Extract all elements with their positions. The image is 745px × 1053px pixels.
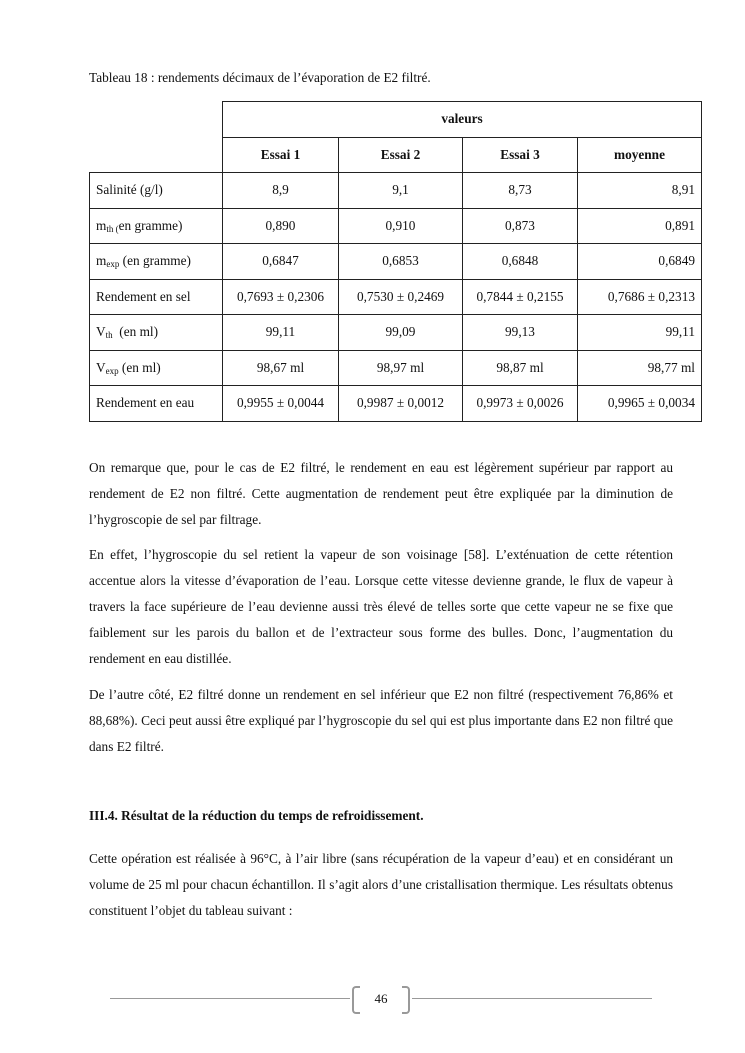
page-number: 46: [374, 991, 388, 1006]
table-cell: 0,7693 ± 0,2306: [223, 279, 339, 315]
table-cell: 98,87 ml: [463, 350, 578, 386]
row-label: Rendement en sel: [90, 279, 223, 315]
group-header: valeurs: [223, 102, 702, 138]
table-cell: 99,11: [223, 315, 339, 351]
row-label: Rendement en eau: [90, 386, 223, 422]
column-header: moyenne: [578, 137, 702, 173]
table-cell: 0,9965 ± 0,0034: [578, 386, 702, 422]
table-cell: 8,91: [578, 173, 702, 209]
table-cell: 98,77 ml: [578, 350, 702, 386]
table-cell: 0,873: [463, 208, 578, 244]
section-heading: III.4. Résultat de la réduction du temps de refroidissement.: [89, 808, 424, 823]
table-cell: 9,1: [339, 173, 463, 209]
row-label: Salinité (g/l): [90, 173, 223, 209]
table-row: [90, 350, 702, 386]
table-cell: 98,67 ml: [223, 350, 339, 386]
table-cell: 0,910: [339, 208, 463, 244]
table-header-row: [90, 102, 702, 138]
table-cell: 0,6849: [578, 244, 702, 280]
footer-rule-left: [110, 998, 350, 999]
column-header: Essai 3: [463, 137, 578, 173]
table-row: [90, 315, 702, 351]
table-row: [90, 386, 702, 422]
table-cell: 99,11: [578, 315, 702, 351]
table-cell: 98,97 ml: [339, 350, 463, 386]
table-cell: 0,9987 ± 0,0012: [339, 386, 463, 422]
table-cell: 99,09: [339, 315, 463, 351]
table-cell: 0,9973 ± 0,0026: [463, 386, 578, 422]
table-caption: Tableau 18 : rendements décimaux de l’évaporation de E2 filtré.: [89, 70, 431, 85]
row-label: $m_{th (}en$ gramme): [90, 208, 223, 244]
table-row: [90, 279, 702, 315]
table-cell: 0,6848: [463, 244, 578, 280]
table-cell: 0,6853: [339, 244, 463, 280]
column-empty-cell: [90, 137, 223, 173]
table-cell: 0,890: [223, 208, 339, 244]
row-label: $m_{exp}$ (en gramme): [90, 244, 223, 280]
row-label: $V_{exp}$ (en ml): [90, 350, 223, 386]
table-cell: 0,7844 ± 0,2155: [463, 279, 578, 315]
table-cell: 0,891: [578, 208, 702, 244]
table-cell: 0,9955 ± 0,0044: [223, 386, 339, 422]
paragraph: De l’autre côté, E2 filtré donne un rendement en sel inférieur que E2 non filtré (respectivement 76,86% et 88,68%). Ceci peut aussi être expliqué par l’hygroscopie du sel qui est plus importante dans E2 non filtré que dans E2 filtré.: [89, 687, 673, 754]
table-row: [90, 208, 702, 244]
table-cell: 0,7686 ± 0,2313: [578, 279, 702, 315]
table-row: [90, 173, 702, 209]
paragraph: En effet, l’hygroscopie du sel retient la vapeur de son voisinage [58]. L’exténuation de cette rétention accentue alors la vitesse d’évaporation de l’eau. Lorsque cette vitesse devienne grande, le flux de vapeur à travers la face supérieure de l’eau devienne aussi très élevé de telles sorte que cette vapeur ne se fixe que faiblement sur les parois du ballon et de l’extracteur sous forme des bulles. Donc, l’augmentation du rendement en eau distillée.: [89, 547, 673, 666]
paragraph: On remarque que, pour le cas de E2 filtré, le rendement en eau est légèrement supérieur par rapport au rendement de E2 non filtré. Cette augmentation de rendement peut être expliquée par la diminution de l’hygroscopie de sel par filtrage.: [89, 460, 673, 527]
results-table: [89, 101, 702, 422]
table-cell: 99,13: [463, 315, 578, 351]
header-empty-cell: [90, 102, 223, 138]
table-column-row: [90, 137, 702, 173]
table-cell: 0,7530 ± 0,2469: [339, 279, 463, 315]
column-header: Essai 2: [339, 137, 463, 173]
table-cell: 8,9: [223, 173, 339, 209]
table-row: [90, 244, 702, 280]
column-header: Essai 1: [223, 137, 339, 173]
paragraph: Cette opération est réalisée à 96°C, à l’air libre (sans récupération de la vapeur d’eau) et en considérant un volume de 25 ml pour chacun échantillon. Il s’agit alors d’une cristallisation thermique. Les résultats obtenus constituent l’objet du tableau suivant :: [89, 851, 673, 918]
row-label: $V_{th}$ (en ml): [90, 315, 223, 351]
table-cell: 0,6847: [223, 244, 339, 280]
footer-rule-right: [412, 998, 652, 999]
table-cell: 8,73: [463, 173, 578, 209]
